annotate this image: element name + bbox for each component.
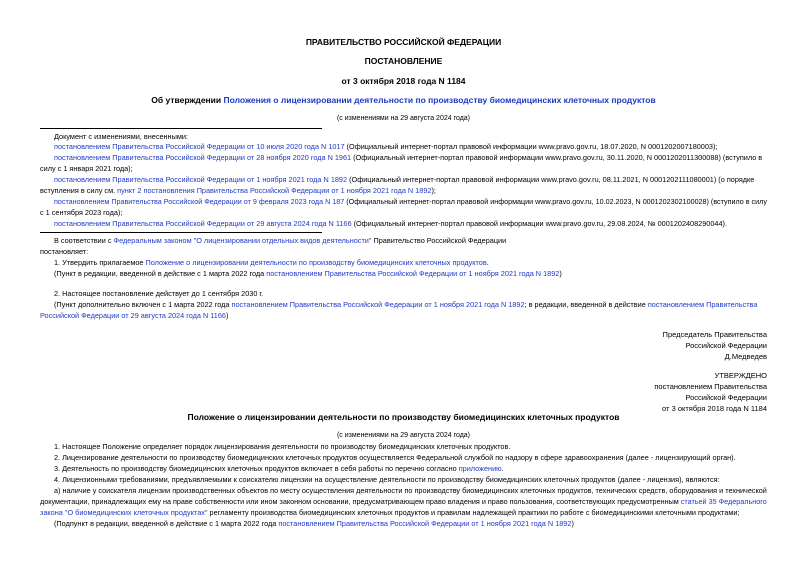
text: (Пункт дополнительно включен с 1 марта 2022 года	[54, 300, 232, 309]
text: .	[486, 258, 489, 267]
paragraph: 2. Настоящее постановление действует до 1 сентября 2030 г.	[54, 289, 264, 298]
change-link[interactable]: постановлением Правительства Российской Федерации от 9 февраля 2023 года N 187	[54, 197, 345, 206]
text: )	[225, 311, 229, 320]
regulation-paragraph	[54, 464, 504, 473]
change-text: (Официальный интернет-портал правовой информации www.pravo.gov.ru, 18.07.2020, N 0001202007180003);	[344, 142, 718, 151]
change-text: (Официальный интернет-портал правовой информации www.pravo.gov.ru, 30.11.2020, N 0001202011300088) (вступило в	[351, 153, 763, 162]
text: )	[559, 269, 562, 278]
title-prefix: Об утверждении	[151, 95, 224, 105]
text: документации, принадлежащих ему на праве собственности или ином законном основании, предусматривающем право владения и право пользования, соответствующих предусмотренным	[40, 497, 681, 506]
text: )	[571, 519, 574, 528]
change-item	[54, 142, 717, 151]
change-item-cont: силу с 1 января 2021 года);	[40, 164, 133, 173]
government-heading: ПРАВИТЕЛЬСТВО РОССИЙСКОЙ ФЕДЕРАЦИИ	[305, 37, 502, 47]
regulation-paragraph: 1. Настоящее Положение определяет порядок лицензирования деятельности по производству биомедицинских клеточных продуктов.	[54, 442, 511, 451]
doc-type-heading: ПОСТАНОВЛЕНИЕ	[364, 56, 443, 66]
federal-law-link[interactable]: Федеральным законом "О лицензировании отдельных видов деятельности"	[113, 236, 372, 245]
date-number: от 3 октября 2018 года N 1184	[341, 76, 466, 86]
law-article-link[interactable]: закона "О биомедицинских клеточных продуктах"	[40, 508, 208, 517]
law-article-link[interactable]: статьей 35 Федерального	[680, 497, 767, 506]
signature-country: Российской Федерации	[685, 341, 767, 350]
change-text: (Официальный интернет-портал правовой информации www.pravo.gov.ru, 08.11.2021, N 0001202111080001) (о порядке	[347, 175, 755, 184]
regulation-title: Положение о лицензировании деятельности по производству биомедицинских клеточных продуктов	[187, 412, 620, 422]
text: .	[501, 464, 504, 473]
document-title	[0, 95, 807, 105]
regulation-paragraph: 2. Лицензирование деятельности по производству биомедицинских клеточных продуктов осуществляется Федеральной службой по надзору в сфере здравоохранения (далее - лицензирующий орган).	[54, 453, 736, 462]
regulation-paragraph: а) наличие у соискателя лицензии производственных объектов по месту осуществления деятельности по производству биомедицинских клеточных продуктов, технических средств, оборудования и технической	[54, 486, 767, 495]
change-link[interactable]: пункт 2 постановления Правительства Российской Федерации от 1 ноября 2021 года N 1892	[117, 186, 432, 195]
change-text: (Официальный интернет-портал правовой информации www.pravo.gov.ru, 29.08.2024, № 0001202408290044).	[351, 219, 727, 228]
approved-by: постановлением Правительства	[654, 382, 767, 391]
approved-country: Российской Федерации	[685, 393, 767, 402]
text: регламенту производства биомедицинских клеточных продуктов и правилам надлежащей практики по работе с биомедицинскими клеточными продуктами;	[207, 508, 740, 517]
change-link[interactable]: постановлением Правительства Российской Федерации от 28 ноября 2020 года N 1961	[54, 153, 352, 162]
separator-bottom	[40, 232, 322, 233]
change-text: );	[431, 186, 436, 195]
paragraph	[54, 258, 489, 267]
regulation-paragraph: 4. Лицензионными требованиями, предъявляемыми к соискателю лицензии на осуществление деятельности по производству биомедицинских клеточных продуктов (далее - лицензия), являются:	[54, 475, 720, 484]
text: 1. Утвердить прилагаемое	[54, 258, 146, 267]
paragraph-cont: постановляет:	[40, 247, 89, 256]
regulation-paragraph-cont	[40, 497, 767, 506]
change-link[interactable]: постановлением Правительства Российской Федерации от 1 ноября 2021 года N 1892	[54, 175, 348, 184]
regulation-link[interactable]: Положение о лицензировании деятельности по производству биомедицинских клеточных продуктов	[145, 258, 487, 267]
change-item	[54, 219, 727, 228]
separator-top	[40, 128, 322, 129]
text: (Подпункт в редакции, введенной в действие с 1 марта 2022 года	[54, 519, 279, 528]
signature-title: Председатель Правительства	[662, 330, 767, 339]
amendment-link[interactable]: постановлением Правительства Российской Федерации от 1 ноября 2021 года N 1892	[266, 269, 560, 278]
amendment-link[interactable]: постановлением Правительства	[647, 300, 758, 309]
title-link[interactable]: Положения о лицензировании деятельности по производству биомедицинских клеточных продуктов	[223, 95, 656, 105]
change-item-cont	[40, 186, 436, 195]
text: В соответствии с	[54, 236, 114, 245]
signature-name: Д.Медведев	[724, 352, 767, 361]
change-item	[54, 175, 754, 184]
amendment-link[interactable]: Российской Федерации от 29 августа 2024 года N 1166	[40, 311, 226, 320]
amendment-link[interactable]: постановлением Правительства Российской Федерации от 1 ноября 2021 года N 1892	[231, 300, 525, 309]
changes-intro: Документ с изменениями, внесенными:	[54, 132, 188, 141]
change-item	[54, 197, 767, 206]
changes-note: (с изменениями на 29 августа 2024 года)	[336, 115, 471, 122]
regulation-changes-note: (с изменениями на 29 августа 2024 года)	[336, 432, 471, 439]
amendment-link[interactable]: постановлением Правительства Российской Федерации от 1 ноября 2021 года N 1892	[278, 519, 572, 528]
regulation-paragraph-cont	[40, 508, 739, 517]
approved-date: от 3 октября 2018 года N 1184	[662, 404, 767, 413]
paragraph	[54, 236, 506, 245]
change-item-cont: с 1 сентября 2023 года);	[40, 208, 123, 217]
regulation-paragraph	[54, 519, 574, 528]
appendix-link[interactable]: приложению	[458, 464, 502, 473]
paragraph	[54, 269, 562, 278]
text: 3. Деятельность по производству биомедицинских клеточных продуктов включает в себя работы по перечню согласно	[54, 464, 459, 473]
change-link[interactable]: постановлением Правительства Российской Федерации от 10 июля 2020 года N 1017	[54, 142, 345, 151]
paragraph-cont	[40, 311, 228, 320]
change-link[interactable]: постановлением Правительства Российской Федерации от 29 августа 2024 года N 1166	[54, 219, 352, 228]
text: ; в редакции, введенной в действие	[524, 300, 648, 309]
paragraph	[54, 300, 757, 309]
change-item	[54, 153, 762, 162]
approved-label: УТВЕРЖДЕНО	[714, 371, 767, 380]
change-text: вступления в силу см.	[40, 186, 118, 195]
change-text: (Официальный интернет-портал правовой информации www.pravo.gov.ru, 10.02.2023, N 0001202302100028) (вступило в силу	[344, 197, 767, 206]
text: (Пункт в редакции, введенной в действие с 1 марта 2022 года	[54, 269, 267, 278]
text: Правительство Российской Федерации	[371, 236, 507, 245]
